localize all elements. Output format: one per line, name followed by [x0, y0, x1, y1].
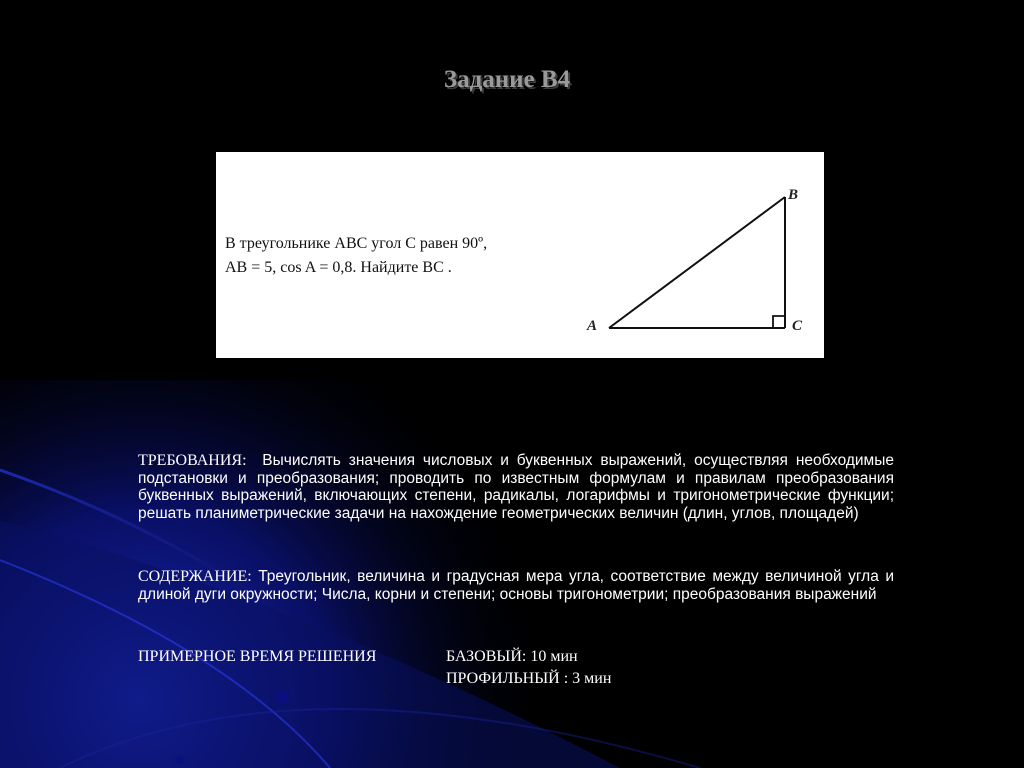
- content-label: СОДЕРЖАНИЕ:: [138, 568, 252, 585]
- task-statement-line-1: В треугольнике ABC угол C равен 90º,: [225, 235, 488, 252]
- basic-level-time: БАЗОВЫЙ: 10 мин: [446, 648, 578, 665]
- content-text: Треугольник, величина и градусная мера угла, соответствие между величиной угла и длиной дуги окружности; Числа, корни и степени; основы тригонометрии; преобразования выражений: [138, 568, 894, 603]
- requirements-label: ТРЕБОВАНИЯ:: [138, 452, 247, 469]
- profile-level-time: ПРОФИЛЬНЫЙ : 3 мин: [446, 670, 612, 687]
- vertex-label-c: C: [792, 318, 803, 334]
- task-statement-line-2: AB = 5, cos A = 0,8. Найдите BC .: [225, 259, 452, 276]
- requirements-text: Вычислять значения числовых и буквенных выражений, осуществляя необходимые подстановки и преобразования; проводить по известным формулам и правилам преобразования буквенных выражений, включающих степени, радикалы, логарифмы и тригонометрические функции; решать планиметрические задачи на нахождение геометрических величин (длин, углов, площадей): [138, 452, 894, 522]
- vertex-label-a: A: [587, 318, 598, 334]
- slide-title: Задание В4: [443, 66, 571, 93]
- vertex-label-b: B: [788, 187, 799, 203]
- solution-time-label: ПРИМЕРНОЕ ВРЕМЯ РЕШЕНИЯ: [138, 648, 377, 665]
- right-angle-marker: [773, 316, 785, 328]
- content-section: [138, 568, 894, 603]
- requirements-section: [138, 452, 894, 522]
- triangle-side-ab: [609, 197, 785, 328]
- right-triangle-figure: [216, 152, 824, 358]
- task-panel: [216, 152, 824, 358]
